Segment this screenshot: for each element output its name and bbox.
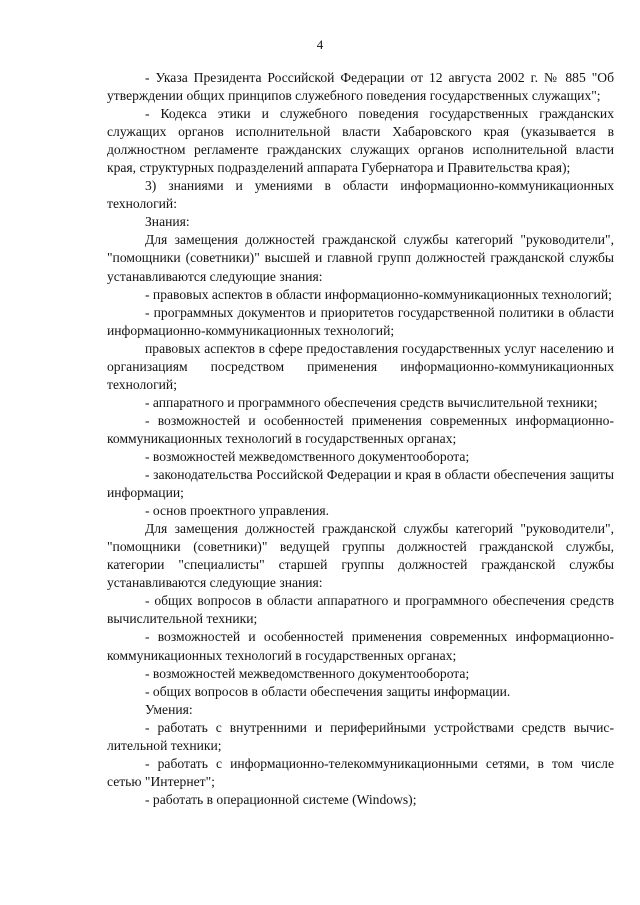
paragraph-leading-positions-intro: Для замещения должностей гражданской службы категорий "руководители", "помощники (советники)" ведущей группы должностей гражданской службы, категории "специалисты" старшей группы должностей гражданской службы устанавливаются следующие знания: — [107, 521, 614, 591]
paragraph-ethics-code: - Кодекса этики и служебного поведения государственных гражданских служащих органов исполнительной власти Хабаровского края (указывается в должностном регламенте гражданских служащих органов исполнительной власти края, структурных подразделений аппарата Губернатора и Правительства края); — [107, 106, 614, 176]
list-item: - работать с внутренними и периферийными устройствами средств вычислительной техники; — [107, 719, 614, 753]
list-item: - правовых аспектов в области информационно-коммуникационных технологий; — [145, 286, 612, 302]
document-body — [107, 69, 614, 809]
list-item: - работать в операционной системе (Windows); — [145, 791, 417, 807]
list-item: - возможностей и особенностей применения современных информационно-коммуникационных технологий в государственных органах; — [107, 412, 614, 446]
list-item: - общих вопросов в области аппаратного и программного обеспечения средств вычислительной техники; — [107, 593, 614, 627]
list-item: - работать с информационно-телекоммуникационными сетями, в том числе сетью "Интернет"; — [107, 755, 614, 789]
paragraph-decree-885: - Указа Президента Российской Федерации от 12 августа 2002 г. № 885 "Об утверждении общих принципов служебного поведения государственных служащих"; — [107, 70, 614, 104]
list-item: - возможностей межведомственного документооборота; — [145, 448, 470, 464]
list-item: - основ проектного управления. — [145, 503, 330, 519]
paragraph-ict-knowledge-heading: 3) знаниями и умениями в области информационно-коммуникационных технологий: — [107, 178, 614, 212]
paragraph-senior-positions-intro: Для замещения должностей гражданской службы категорий "руководители", "помощники (советники)" высшей и главной групп должностей гражданской службы устанавливаются следующие знания: — [107, 232, 614, 284]
list-item: - программных документов и приоритетов государственной политики в области информационно-коммуникационных технологий; — [107, 304, 614, 338]
list-item: правовых аспектов в сфере предоставления государственных услуг населению и организациям посредством применения информационно-коммуникационных технологий; — [107, 340, 614, 392]
list-item: - аппаратного и программного обеспечения средств вычислительной техники; — [145, 394, 598, 410]
list-item: - законодательства Российской Федерации и края в области обеспечения защиты информации; — [107, 467, 614, 501]
paragraph-knowledge-label: Знания: — [145, 214, 190, 230]
list-item: - возможностей и особенностей применения современных информационно-коммуникационных технологий в государственных органах; — [107, 629, 614, 663]
list-item: - возможностей межведомственного документооборота; — [145, 665, 470, 681]
paragraph-skills-label: Умения: — [145, 701, 193, 717]
list-item: - общих вопросов в области обеспечения защиты информации. — [145, 683, 511, 699]
page-number: 4 — [316, 37, 324, 52]
